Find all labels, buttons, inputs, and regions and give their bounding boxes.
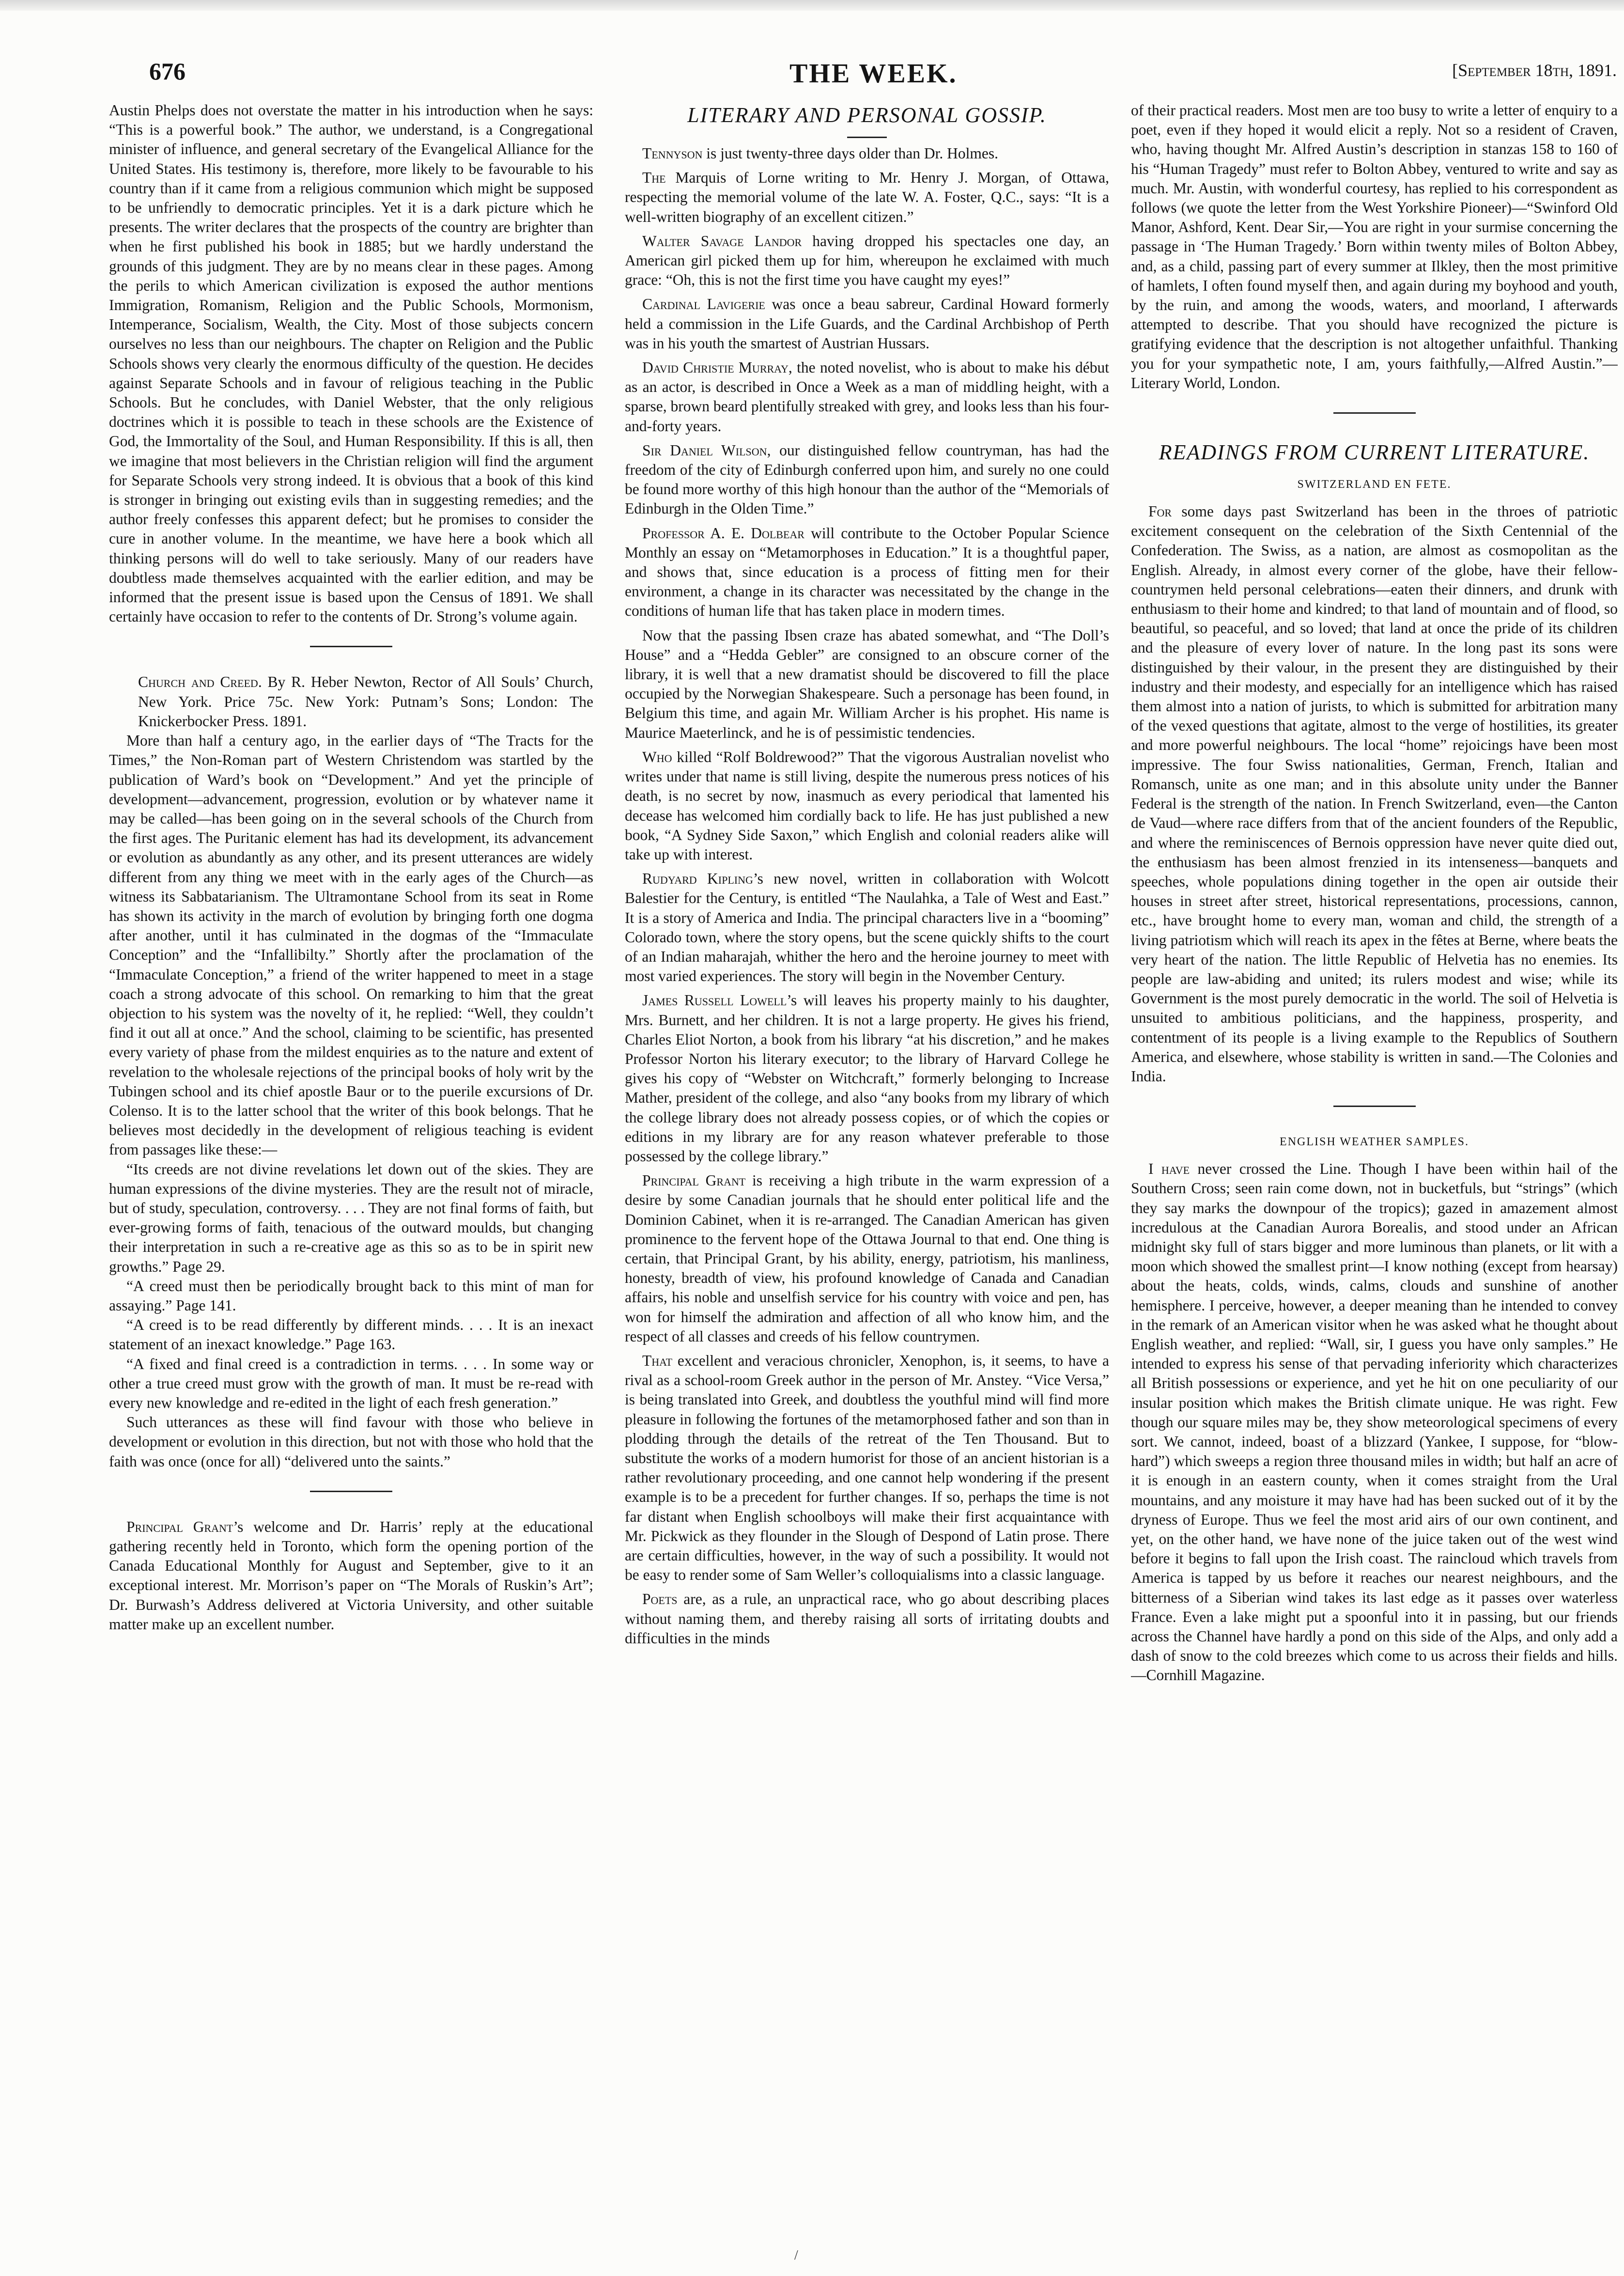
top-border	[0, 0, 1624, 11]
item-text: ’s new novel, written in collaboration with Wolcott Balestier for the Century, is entitled “The Naulahka, a Tale of West and East.” It is a story of America and India. The principal characters live in a “booming” Colorado town, where the story opens, but the scene quickly shifts to the court of an Indian maharajah, whither the hero and the heroine journey to meet with most varied experiences. The story will begin in the November Century.	[625, 870, 1109, 985]
item-lead: Who	[642, 748, 672, 765]
book-heading	[109, 672, 593, 731]
title-rule	[847, 137, 887, 138]
item-text: is just twenty-three days older than Dr. Holmes.	[702, 145, 998, 162]
section-divider	[1333, 412, 1416, 414]
austin-letter: of their practical readers. Most men are too busy to write a letter of enquiry to a poet, even if they hoped it would elicit a reply. Not so a resident of Craven, who, having thought Mr. Alfred Austin’s description in stanzas 158 to 160 of his “Human Tragedy” must refer to Bolton Abbey, ventured to write and say as much. Mr. Austin, with wonderful courtesy, has replied to his correspondent as follows (we quote the letter from the West Yorkshire Pioneer)—“Swinford Old Manor, Ashford, Kent. Dear Sir,—You are right in your surmise concerning the passage in ‘The Human Tragedy.’ Born within twenty miles of Bolton Abbey, and, as a child, passing part of every summer at Ilkley, then the most primitive of hamlets, I often found myself then, and again during my boyhood and youth, by the ruin, and among the woods, waters, and moorland, I afterwards attempted to describe. That you should have recognized the picture is gratifying evidence that the description is not altogether unfaithful. Thanking you for your sympathetic note, I am, yours faithfully,—Alfred Austin.”—Literary World, London.	[1131, 102, 1618, 391]
item-lead: That	[642, 1352, 673, 1369]
item-lead: David Christie Murray	[642, 359, 789, 376]
item-lead: Cardinal Lavigerie	[642, 296, 765, 313]
item-text: is receiving a high tribute in the warm expression of a desire by some Canadian journals that he should enter political life and the Dominion Cabinet, when it is re-arranged. The Canadian American has given prominence to the fervent hope of the Ottawa Journal to that end. One thing is certain, that Principal Grant, by his ability, energy, patriotism, his manliness, honesty, breadth of view, his profound knowledge of Canada and Canadian affairs, his noble and unselfish service for his country with voice and pen, has won for himself the admiration and affection of all who know him, and the respect of all classes and creeds of his fellow countrymen.	[625, 1172, 1109, 1345]
item-text: Marquis of Lorne writing to Mr. Henry J. Morgan, of Ottawa, respecting the memorial volume of the late W. A. Foster, Q.C., says: “It is a well-written biography of an excellent citizen.”	[625, 169, 1109, 225]
review-quote: “A creed is to be read differently by different minds. . . . It is an inexact statement of an inexact knowledge.” Page 163.	[109, 1316, 593, 1353]
article-title: SWITZERLAND EN FETE.	[1297, 478, 1452, 491]
section-divider	[310, 1491, 392, 1492]
gossip-item	[625, 524, 1109, 621]
section-divider	[310, 646, 392, 647]
item-text: are, as a rule, an unpractical race, who go about describing places without naming them, and thereby raising all sorts of irritating doubts and difficulties in the minds	[625, 1590, 1109, 1647]
item-lead: Tennyson	[642, 145, 703, 162]
article-body	[1131, 502, 1618, 1086]
page-header	[145, 48, 1623, 97]
item-text: excellent and veracious chronicler, Xenophon, is, it seems, to have a rival as a school-room Greek author in the person of Mr. Anstey. “Vice Versa,” is being translated into Greek, and doubtless the youthful mind will find more pleasure in following the fortunes of the metamorphosed father and son than in plodding through the details of the retreat of the Ten Thousand. But to substitute the works of a modern humorist for those of an ancient historian is a rather revolutionary proceeding, and one cannot help wondering if the present example is to be a precedent for further changes. If so, perhaps the time is not far distant when English schoolboys will make their first acquaintance with Mr. Pickwick as they flounder in the Slough of Despond of Latin prose. There are certain difficulties, however, in the way of such a possibility. It would not be easy to render some of Sam Weller’s colloquialisms into a classic language.	[625, 1352, 1109, 1584]
article-body	[1131, 1159, 1618, 1685]
review-paragraph: More than half a century ago, in the earlier days of “The Tracts for the Times,” the Non-Roman part of Western Christendom was startled by the publication of Ward’s book on “Development.” And yet the principle of development—advancement, progression, evolution or by whatever name it may be called—has been going on in the several schools of the Church from the first ages. The Puritanic element has had its development, its advancement or evolution as abundantly as any other, and its present utterances are widely different from any thing we meet with in the early ages of the Church—as witness its Sabbatarianism. The Ultramontane School from its seat in Rome has shown its activity in the march of evolution by bringing forth one dogma after another, until it has culminated in the dogmas of the “Immaculate Conception” and the “Infallibilty.” Shortly after the proclamation of the “Immaculate Conception,” a friend of the writer happened to meet in a stage coach a strong advocate of this school. On remarking to him that the great objection to his system was the novelty of it, he replied: “Well, they couldn’t find it out all at once.” And the school, claiming to be scientific, has presented every variety of phase from the mildest enquiries as to the nature and extent of revelation to the wholesale rejections of the principal books of holy writ by the Tubingen school and its chief apostle Baur or to the puerile excursions of Dr. Colenso. It is to the latter school that the writer of this book belongs. That he believes most decidedly in the development of religious teaching is evident from passages like these:—	[109, 732, 593, 1158]
section-title-readings: READINGS FROM CURRENT LITERATURE.	[1159, 440, 1590, 465]
column-3	[1131, 101, 1618, 2223]
item-text: was once a beau sabreur, Cardinal Howard formerly held a commission in the Life Guards, and the Cardinal Archbishop of Perth was in his youth the smartest of Austrian Hussars.	[625, 296, 1109, 352]
item-lead: Principal Grant	[642, 1172, 746, 1189]
item-text: , our distinguished fellow countryman, has had the freedom of the city of Edinburgh conferred upon him, and surely no one could be found more worthy of this high honour than the author of the “Memorials of Edinburgh in the Olden Time.”	[625, 441, 1109, 517]
item-text: ’s will leaves his property mainly to his daughter, Mrs. Burnett, and her children. It is not a large property. He gives his friend, Charles Eliot Norton, a book from his library “at his discretion,” and he makes Professor Norton his literary executor; to the library of Harvard College he gives his copy of “Webster on Witchcraft,” formerly belonging to Increase Mather, president of the college, and also “any books from my library of which the college library does not already possess copies, or of which the copies or editions in my library are for any reason whatever preferable to those possessed by the college library.”	[625, 992, 1109, 1165]
gossip-item	[625, 869, 1109, 986]
gossip-item	[625, 168, 1109, 227]
notice-lead: Principal Grant	[126, 1518, 233, 1535]
gossip-item	[625, 1590, 1109, 1648]
gossip-item	[625, 144, 1109, 163]
page-number: 676	[149, 58, 186, 85]
section-title-gossip: LITERARY AND PERSONAL GOSSIP.	[687, 103, 1047, 127]
item-text: Now that the passing Ibsen craze has abated somewhat, and “The Doll’s House” and a “Hedda Gebler” are consigned to an obscure corner of the library, it is well that a new dramatist should be discovered to fill the place occupied by the Norwegian Shakespeare. Such a personage has been found, in Belgium this time, and again Mr. William Archer is his prophet. His name is Maurice Maeterlinck, and he is of pessimistic tendencies.	[625, 626, 1109, 741]
gossip-item	[625, 748, 1109, 864]
item-text: , the noted novelist, who is about to make his début as an actor, is described in Once a Week as a man of middling height, with a sparse, brown beard plentifully streaked with grey, and looks less than his four-and-forty years.	[625, 359, 1109, 435]
gossip-item	[625, 626, 1109, 743]
article-text: never crossed the Line. Though I have been within hail of the Southern Cross; seen rain come down, not in bucketfuls, but “strings” (which they say marks the downpour of the tropics); gazed in amazement almost incredulous at the Canadian Aurora Borealis, and stood under an African midnight sky full of stars bigger and more luminous than planets, or lit with a moon which showed the smallest print—I know nothing (except from hearsay) about the heats, colds, winds, calms, clouds and sunshine of another hemisphere. I perceive, however, a deeper meaning than he intended to convey in the remark of an American visitor when he was asked what he thought about English weather, and replied: “Wall, sir, I guess you have only samples.” He intended to express his sense of that pervading inferiority which characterizes all British possessions or experience, and yet he hit on one peculiarity of our insular position which makes the British climate unique. He was right. Few though our square miles may be, they show meteorological specimens of every sort. We cannot, indeed, boast of a blizzard (Yankee, I suppose, for “blow-hard”) which sweeps a region three thousand miles in width; but half an acre of it is enough in an eastern county, when it comes straight from the Ural mountains, and any moisture it may have had has been sucked out of it by the dryness of Europe. Thus we feel the most arid airs of our own continent, and yet, on the other hand, we have none of the juice taken out of the west wind before it begins to fall upon the Irish coast. The raincloud which travels from America is tapped by us before it reaches our nearest neighbours, and the bitterness of a Siberian wind takes its last edge as it passes over waterless France. Even a lake might put a spoonful into it in passing, but our friends across the Channel have hardly a pond on this side of the Alps, and only add a dash of snow to the cold breezes which come to us across their fields and hills.—Cornhill Magazine.	[1131, 1160, 1618, 1684]
item-lead: Professor A. E. Dolbear	[642, 524, 804, 542]
review-paragraph: Such utterances as these will find favour with those who believe in development or evolution in this direction, but not with those who hold that the faith was once (once for all) “delivered unto the saints.”	[109, 1414, 593, 1470]
item-lead: The	[642, 169, 666, 187]
column-2	[625, 101, 1109, 2223]
book-title: Church and Creed.	[138, 673, 262, 691]
review-quote: “Its creeds are not divine revelations let down out of the skies. They are human expressions of the divine mysteries. They are the result not of miracle, but of study, speculation, controversy. . . . They are not final forms of faith, but ever-growing forms of faith, tenacious of the outward moulds, but changing their interpretation in such a re-creative age as this so as to be in spirit new growths.” Page 29.	[109, 1160, 593, 1275]
continued-review: Austin Phelps does not overstate the matter in his introduction when he says: “This is a powerful book.” The author, we understand, is a Congregational minister of influence, and general secretary of the Evangelical Alliance for the United States. His testimony is, therefore, more likely to be favourable to his country than if it came from a religious communion which might be supposed to be unfriendly to democratic principles. Yet it is a dark picture which he presents. The writer declares that the prospects of the country are brighter than when he first published his book in 1885; but we hardly understand the grounds of this judgment. They are by no means clear in these pages. Among the perils to which American civilization is exposed the author mentions Immigration, Romanism, Religion and the Public Schools, Mormonism, Intemperance, Socialism, Wealth, the City. Most of those subjects concern ourselves no less than our neighbours. The chapter on Religion and the Public Schools shows very clearly the enormous difficulty of the question. He decides against Separate Schools and in favour of religious teaching in the Public Schools. But he concludes, with Daniel Webster, that the only religious doctrines which it is possible to teach in these schools are the Existence of God, the Immortality of the Soul, and Human Responsibility. If this is all, then we imagine that most believers in the Christian religion will find the argument for Separate Schools very strong indeed. It is obvious that a book of this kind is stronger in bringing out existing evils than in suggesting remedies; and the author freely confesses this apparent defect; but he promises to consider the cure in another volume. In the meantime, we have here a book which all thinking persons will do well to take seriously. Many of our readers have doubtless made themselves acquainted with the earlier edition, and may be informed that the present issue is based upon the Census of 1891. We shall certainly have occasion to refer to the contents of Dr. Strong’s volume again.	[109, 102, 593, 625]
item-lead: Poets	[642, 1590, 678, 1608]
gossip-item	[625, 1171, 1109, 1346]
article-text: some days past Switzerland has been in the throes of patriotic excitement consequent on the celebration of the Sixth Centennial of the Confederation. The Swiss, as a nation, are almost as cosmopolitan as the English. Already, in almost every corner of the globe, have their fellow-countrymen held personal celebrations—eaten their dinners, and drunk with enthusiasm to their home and kindred; to that land of mountain and of flood, so beautiful, so peaceful, and so loved; that land at once the pride of its children and the pleasure of every lover of nature. In the long past its sons were distinguished by their valour, in the present they are distinguished by their industry and their modesty, and especially for an intelligence which has raised them almost into a nation of jurists, to which is submitted for arbitration many of the vexed questions that agitate, almost to the verge of hostilities, its greater and more powerful neighbours. The local “home” rejoicings have been most impressive. The four Swiss nationalities, German, French, Italian and Romansch, unite as one man; and in this absolute unity under the Banner Federal is the strength of the nation. In French Switzerland, even—the Canton de Vaud—where race differs from that of the ancient founders of the Republic, and where the reminiscences of Bernois oppression have never quite died out, the enthusiasm has been almost frenzied in its intenseness—banquets and speeches, whole populations dining together in the open air outside their houses in street after street, historical representations, processions, cannon, etc., have brought home to every man, woman and child, the strength of a living patriotism which will reach its apex in the fêtes at Berne, where beats the very heart of the nation. The little Republic of Helvetia has no enemies. Its people are law-abiding and united; its rulers modest and wise; while its Government is the most purely democratic in the world. The soil of Helvetia is unsuited to ambitious politicians, and the happiness, prosperity, and contentment of its people is a living example to the Republics of Southern America, and elsewhere, whose stability is written in sand.—The Colonies and India.	[1131, 503, 1618, 1085]
masthead: THE WEEK.	[789, 59, 958, 89]
gossip-item	[625, 1351, 1109, 1585]
book-details: By R. Heber Newton, Rector of All Souls’ Church, New York. Price 75c. New York: Putnam’s Sons; London: The Knickerbocker Press. 1891.	[138, 673, 593, 730]
gossip-item	[625, 358, 1109, 436]
review-quote: “A creed must then be periodically brought back to this mint of man for assaying.” Page 141.	[109, 1277, 593, 1314]
gossip-item	[625, 991, 1109, 1166]
item-lead: Walter Savage Landor	[642, 232, 802, 249]
item-lead: Rudyard Kipling	[642, 870, 753, 888]
item-lead: James Russell Lowell	[642, 992, 787, 1009]
gossip-item	[625, 232, 1109, 290]
item-text: killed “Rolf Boldrewood?” That the vigorous Australian novelist who writes under that name is still living, despite the numerous press notices of his death, is no secret by now, inasmuch as every periodical that lamented his decease has welcomed him cordially back to life. He has just published a new book, “A Sydney Side Saxon,” which English and colonial readers alike will take up with interest.	[625, 748, 1109, 863]
item-lead: Sir Daniel Wilson	[642, 441, 767, 459]
gossip-item	[625, 295, 1109, 353]
review-quote: “A fixed and final creed is a contradiction in terms. . . . In some way or other a true creed must grow with the growth of man. It must be re-read with every new knowledge and re-edited in the light of each fresh generation.”	[109, 1355, 593, 1411]
footer-mark: /	[794, 2248, 798, 2263]
issue-date: [September 18th, 1891.	[1452, 61, 1617, 80]
item-text: having dropped his spectacles one day, an American girl picked them up for him, whereupon he exclaimed with much grace: “Oh, this is not the first time you have caught my eyes!”	[625, 232, 1109, 289]
article-lead: I have	[1148, 1160, 1190, 1178]
gossip-item	[625, 441, 1109, 519]
article-title: ENGLISH WEATHER SAMPLES.	[1280, 1136, 1469, 1149]
notice-text: ’s welcome and Dr. Harris’ reply at the educational gathering recently held in Toronto, which form the opening portion of the Canada Educational Monthly for August and September, give to it an exceptional interest. Mr. Morrison’s paper on “The Morals of Ruskin’s Art”; Dr. Burwash’s Address delivered at Victoria University, and other suitable matter make up an excellent number.	[109, 1518, 593, 1633]
grant-notice	[109, 1517, 593, 1634]
article-lead: For	[1148, 503, 1172, 520]
item-text: will contribute to the October Popular Science Monthly an essay on “Metamorphoses in Education.” It is a thoughtful paper, and shows that, since education is a process of fitting men for their environment, a change in its character was necessitated by the change in the conditions of human life that has taken place in modern times.	[625, 524, 1109, 620]
section-divider	[1333, 1106, 1416, 1107]
column-1	[109, 101, 593, 2223]
